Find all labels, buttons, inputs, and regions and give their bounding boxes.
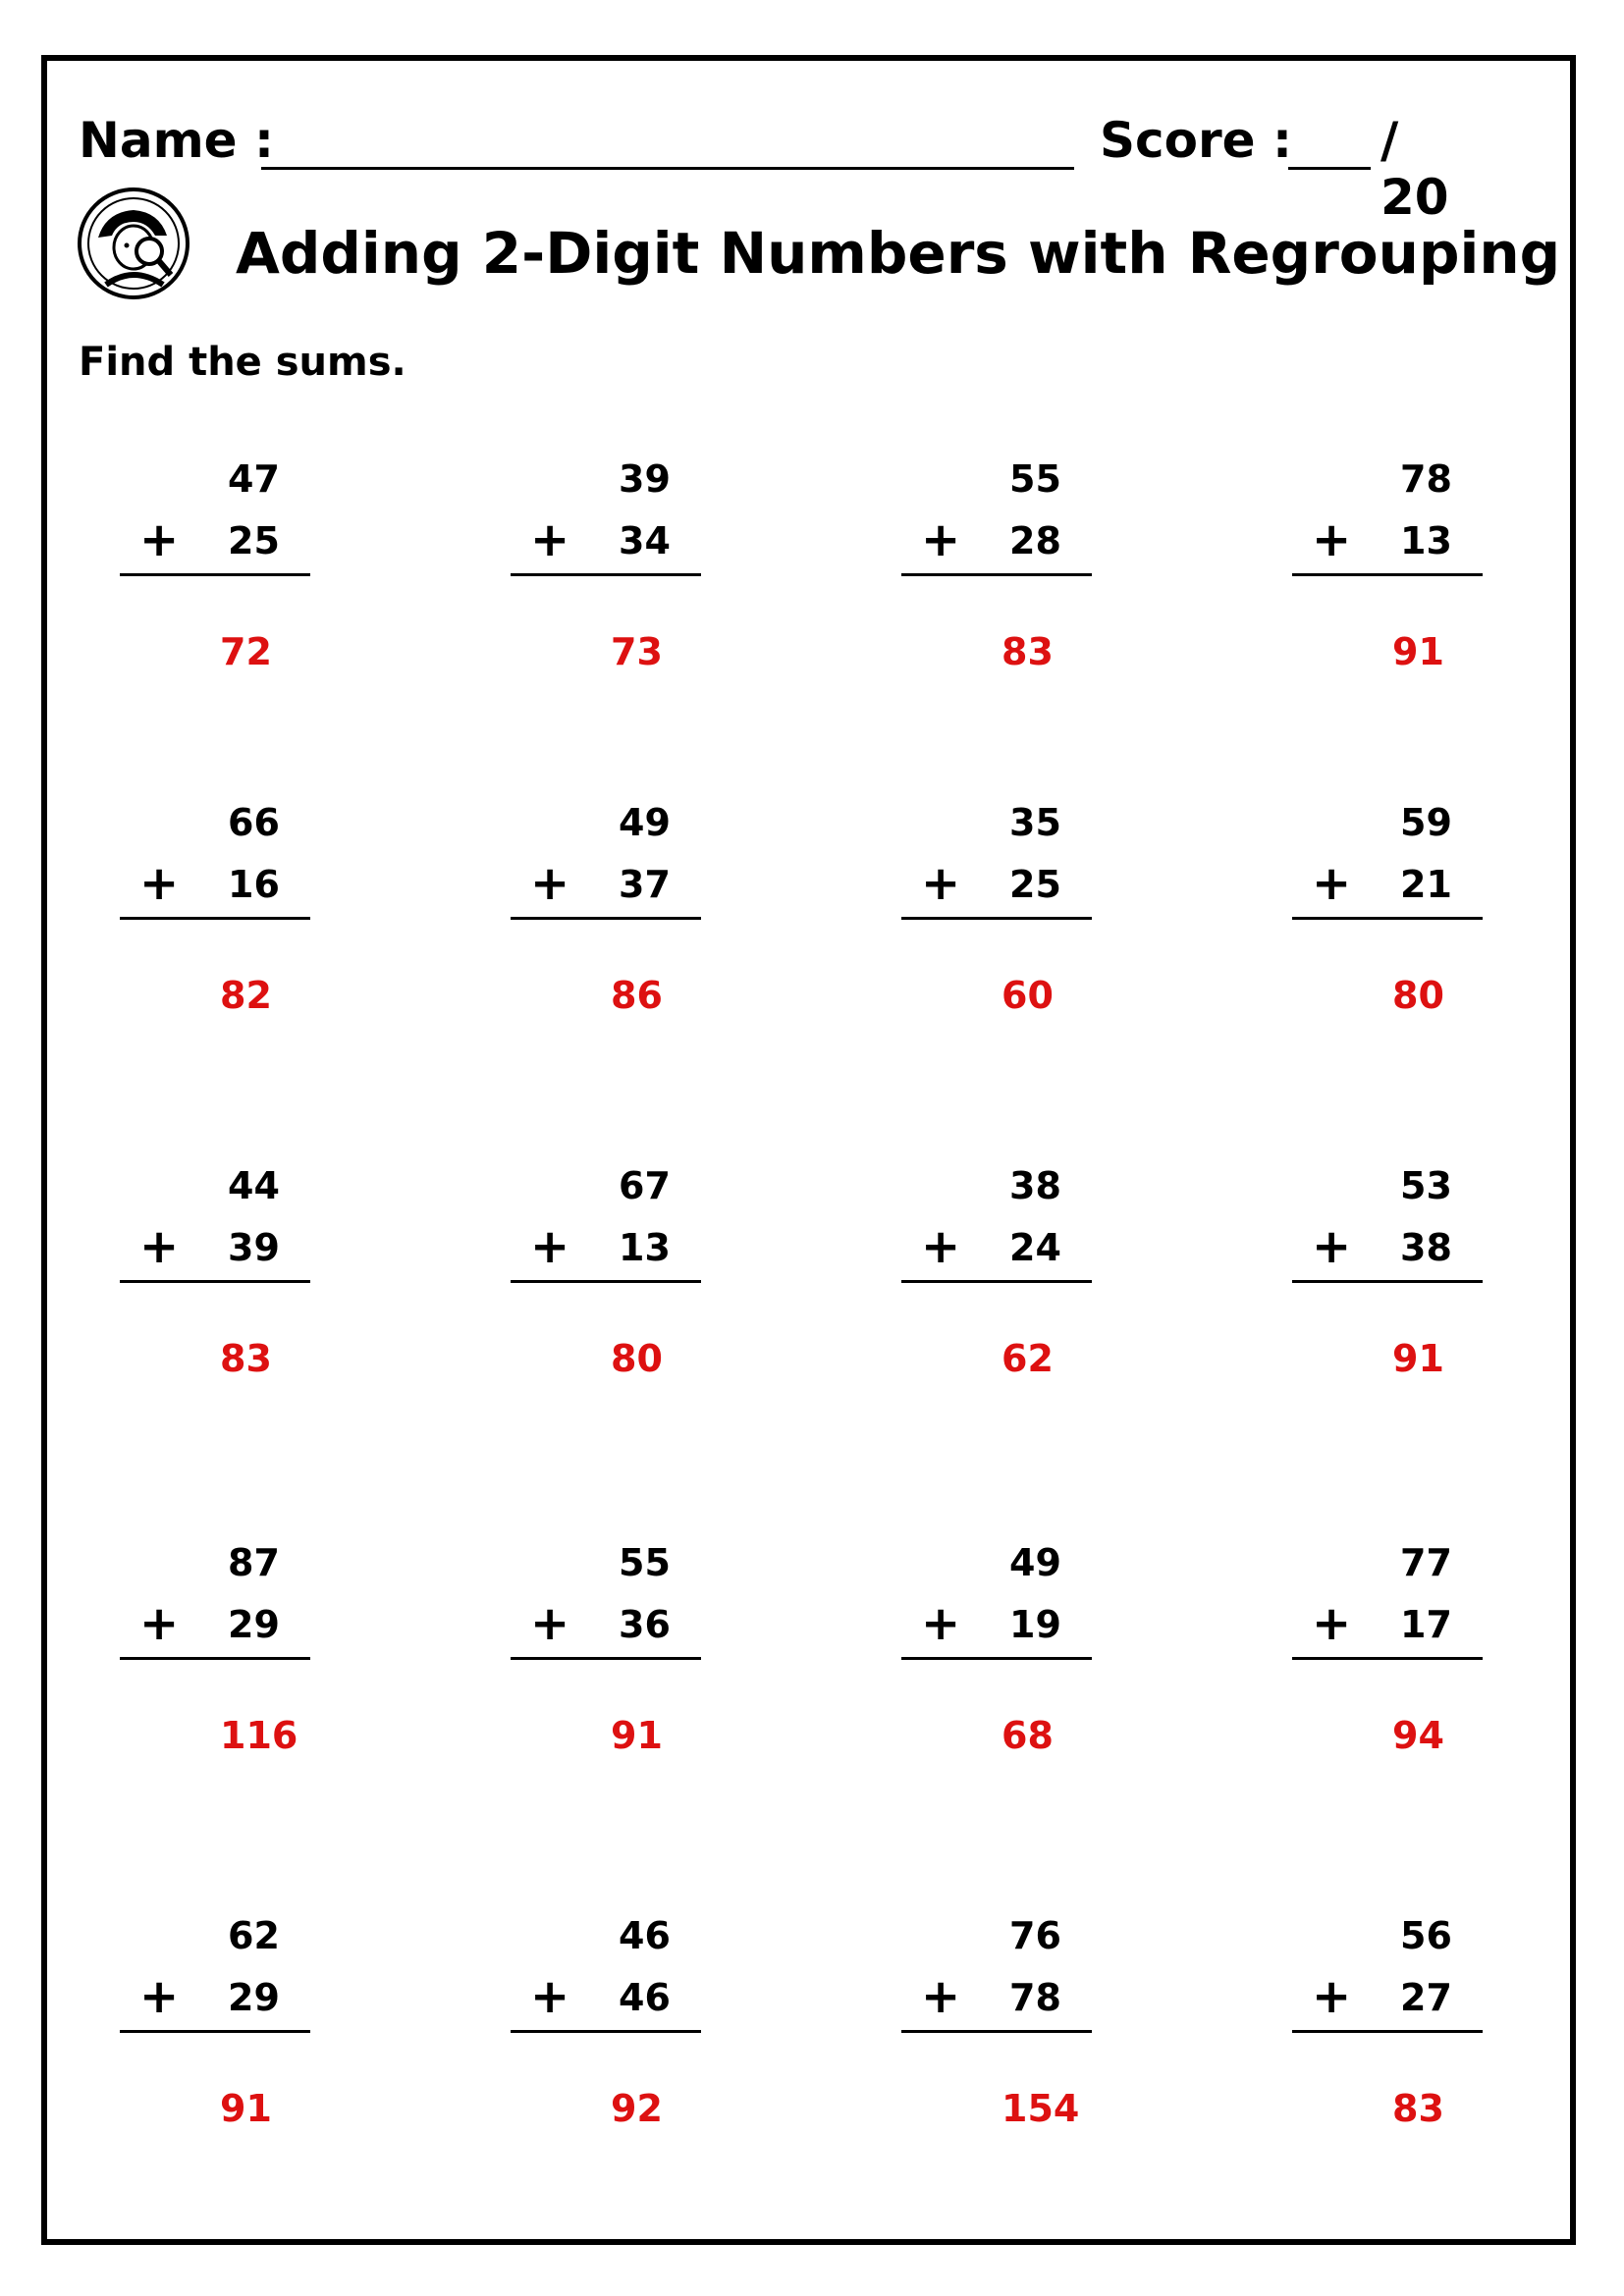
plus-sign: + — [1312, 1596, 1352, 1651]
problem — [1292, 1164, 1489, 1390]
top-addend: 35 — [1009, 801, 1061, 844]
top-addend: 49 — [619, 801, 671, 844]
plus-sign: + — [1312, 1219, 1352, 1274]
top-addend: 53 — [1400, 1164, 1452, 1207]
top-addend: 77 — [1400, 1541, 1452, 1584]
answer[interactable]: 91 — [611, 1714, 663, 1757]
answer[interactable]: 116 — [220, 1714, 298, 1757]
sum-line — [511, 573, 701, 576]
sum-line — [1292, 1280, 1483, 1283]
plus-sign: + — [139, 1219, 180, 1274]
bottom-addend: 34 — [619, 519, 671, 562]
problem — [1292, 1541, 1489, 1767]
bottom-addend: 16 — [228, 863, 280, 906]
problem — [120, 1164, 316, 1390]
top-addend: 78 — [1400, 457, 1452, 501]
plus-sign: + — [921, 1596, 961, 1651]
plus-sign: + — [139, 856, 180, 911]
answer[interactable]: 154 — [1001, 2087, 1080, 2130]
problem — [511, 1164, 707, 1390]
answer[interactable]: 94 — [1392, 1714, 1444, 1757]
answer[interactable]: 91 — [220, 2087, 272, 2130]
plus-sign: + — [530, 1969, 570, 2024]
score-field[interactable] — [1288, 167, 1371, 170]
top-addend: 46 — [619, 1914, 671, 1957]
bottom-addend: 37 — [619, 863, 671, 906]
problem — [1292, 1914, 1489, 2140]
answer[interactable]: 92 — [611, 2087, 663, 2130]
name-field[interactable] — [261, 167, 1074, 170]
top-addend: 44 — [228, 1164, 280, 1207]
top-addend: 56 — [1400, 1914, 1452, 1957]
header-row — [79, 106, 1473, 226]
sum-line — [120, 573, 310, 576]
problem — [1292, 457, 1489, 683]
plus-sign: + — [1312, 512, 1352, 567]
bottom-addend: 19 — [1009, 1603, 1061, 1646]
top-addend: 39 — [619, 457, 671, 501]
top-addend: 55 — [619, 1541, 671, 1584]
problem — [901, 1914, 1098, 2140]
bottom-addend: 13 — [1400, 519, 1452, 562]
sum-line — [901, 917, 1092, 920]
answer[interactable]: 91 — [1392, 1337, 1444, 1380]
top-addend: 38 — [1009, 1164, 1061, 1207]
answer[interactable]: 80 — [1392, 974, 1444, 1017]
plus-sign: + — [530, 512, 570, 567]
answer[interactable]: 83 — [1001, 630, 1054, 673]
answer[interactable]: 83 — [220, 1337, 272, 1380]
bottom-addend: 25 — [228, 519, 280, 562]
sum-line — [901, 573, 1092, 576]
sum-line — [901, 1280, 1092, 1283]
plus-sign: + — [530, 856, 570, 911]
sum-line — [1292, 573, 1483, 576]
bottom-addend: 24 — [1009, 1226, 1061, 1269]
bottom-addend: 28 — [1009, 519, 1061, 562]
sum-line — [511, 917, 701, 920]
answer[interactable]: 62 — [1001, 1337, 1054, 1380]
answer[interactable]: 91 — [1392, 630, 1444, 673]
plus-sign: + — [921, 1219, 961, 1274]
top-addend: 55 — [1009, 457, 1061, 501]
problem — [120, 801, 316, 1027]
sum-line — [1292, 1657, 1483, 1660]
problem — [901, 1164, 1098, 1390]
bottom-addend: 13 — [619, 1226, 671, 1269]
name-label: Name : — [79, 112, 274, 169]
plus-sign: + — [1312, 1969, 1352, 2024]
sum-line — [901, 1657, 1092, 1660]
answer[interactable]: 83 — [1392, 2087, 1444, 2130]
answer[interactable]: 82 — [220, 974, 272, 1017]
sum-line — [120, 1657, 310, 1660]
problem — [120, 1914, 316, 2140]
bottom-addend: 46 — [619, 1976, 671, 2019]
problem — [511, 1541, 707, 1767]
bottom-addend: 39 — [228, 1226, 280, 1269]
plus-sign: + — [139, 1969, 180, 2024]
bottom-addend: 78 — [1009, 1976, 1061, 2019]
bottom-addend: 29 — [228, 1976, 280, 2019]
bottom-addend: 17 — [1400, 1603, 1452, 1646]
sum-line — [120, 1280, 310, 1283]
bottom-addend: 29 — [228, 1603, 280, 1646]
top-addend: 49 — [1009, 1541, 1061, 1584]
top-addend: 87 — [228, 1541, 280, 1584]
sum-line — [120, 917, 310, 920]
problem — [1292, 801, 1489, 1027]
sum-line — [1292, 917, 1483, 920]
bottom-addend: 25 — [1009, 863, 1061, 906]
top-addend: 62 — [228, 1914, 280, 1957]
score-label: Score : — [1100, 112, 1292, 169]
answer[interactable]: 86 — [611, 974, 663, 1017]
problem — [511, 1914, 707, 2140]
plus-sign: + — [1312, 856, 1352, 911]
score-total: / 20 — [1380, 112, 1449, 226]
problem — [901, 801, 1098, 1027]
bottom-addend: 21 — [1400, 863, 1452, 906]
sum-line — [901, 2030, 1092, 2033]
bottom-addend: 36 — [619, 1603, 671, 1646]
plus-sign: + — [921, 1969, 961, 2024]
problem — [901, 1541, 1098, 1767]
sum-line — [511, 1657, 701, 1660]
problem — [901, 457, 1098, 683]
answer[interactable]: 73 — [611, 630, 663, 673]
detective-logo-icon — [77, 187, 190, 300]
sum-line — [511, 1280, 701, 1283]
top-addend: 47 — [228, 457, 280, 501]
top-addend: 67 — [619, 1164, 671, 1207]
answer[interactable]: 72 — [220, 630, 272, 673]
worksheet-title: Adding 2-Digit Numbers with Regrouping — [236, 220, 1561, 287]
problem — [511, 457, 707, 683]
plus-sign: + — [530, 1219, 570, 1274]
plus-sign: + — [921, 856, 961, 911]
sum-line — [1292, 2030, 1483, 2033]
top-addend: 76 — [1009, 1914, 1061, 1957]
sum-line — [120, 2030, 310, 2033]
answer[interactable]: 68 — [1001, 1714, 1054, 1757]
top-addend: 66 — [228, 801, 280, 844]
problem — [120, 1541, 316, 1767]
plus-sign: + — [139, 1596, 180, 1651]
bottom-addend: 38 — [1400, 1226, 1452, 1269]
problem — [120, 457, 316, 683]
plus-sign: + — [530, 1596, 570, 1651]
instructions: Find the sums. — [79, 340, 406, 385]
bottom-addend: 27 — [1400, 1976, 1452, 2019]
problem — [511, 801, 707, 1027]
answer[interactable]: 80 — [611, 1337, 663, 1380]
top-addend: 59 — [1400, 801, 1452, 844]
plus-sign: + — [921, 512, 961, 567]
sum-line — [511, 2030, 701, 2033]
answer[interactable]: 60 — [1001, 974, 1054, 1017]
plus-sign: + — [139, 512, 180, 567]
